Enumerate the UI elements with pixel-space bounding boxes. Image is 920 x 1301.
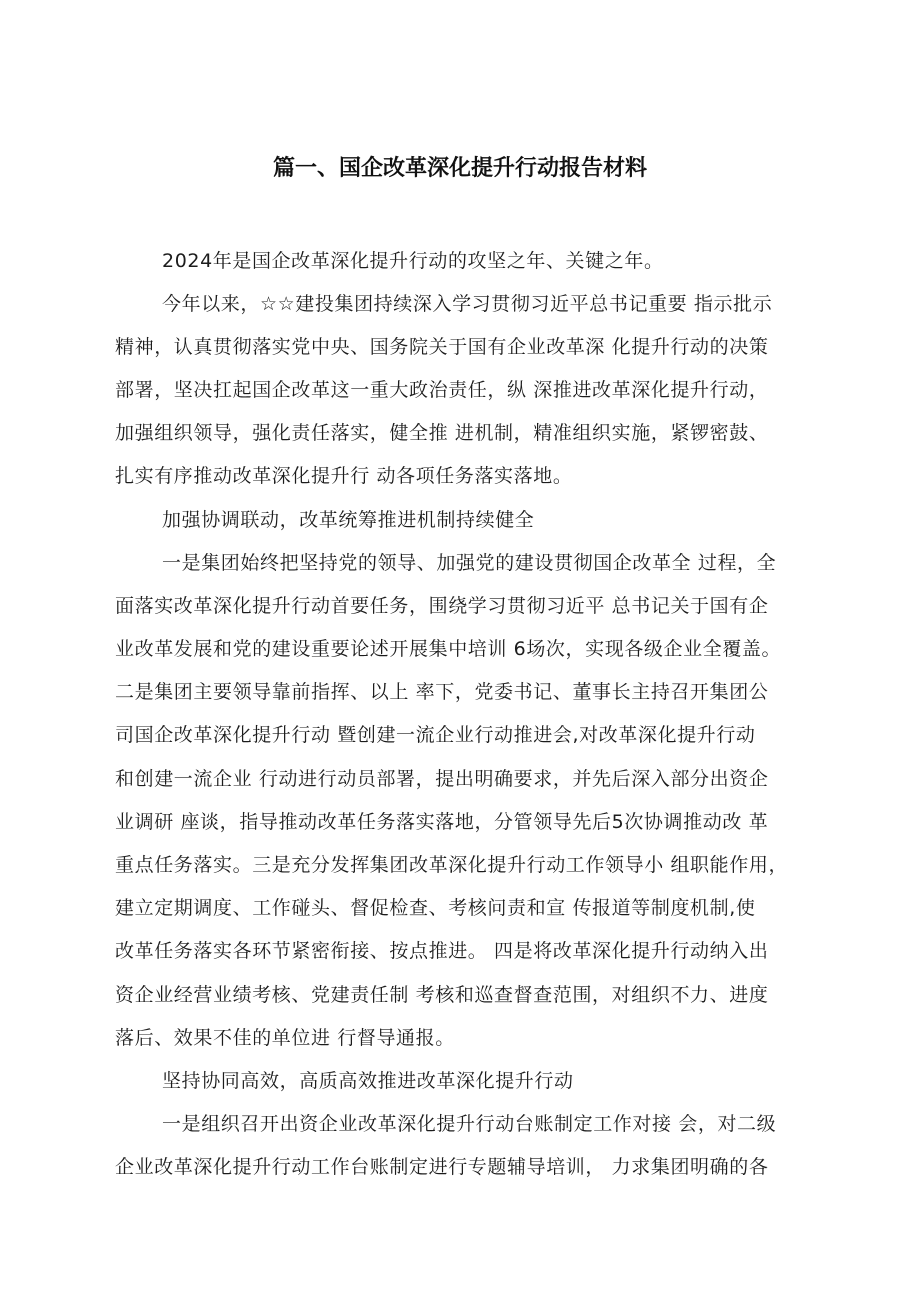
section-heading-line: 坚持协同高效，高质高效推进改革深化提升行动 — [162, 1070, 574, 1092]
section-heading-line: 加强协调联动，改革统筹推进机制持续健全 — [162, 509, 535, 531]
paragraph-line: 和创建一流企业 行动进行动员部署，提出明确要求，并先后深入部分出资企 — [115, 768, 769, 790]
paragraph-line: 加强组织领导，强化责任落实，健全推 进机制，精准组织实施，紧锣密鼓、 — [115, 422, 769, 444]
paragraph-line: 改革任务落实各环节紧密衔接、按点推进。 四是将改革深化提升行动纳入出 — [115, 940, 769, 962]
paragraph-line: 业改革发展和党的建设重要论述开展集中培训 6场次，实现各级企业全覆盖。 — [115, 638, 782, 660]
paragraph-line: 司国企改革深化提升行动 暨创建一流企业行动推进会,对改革深化提升行动 — [115, 724, 756, 746]
paragraph-line: 资企业经营业绩考核、党建责任制 考核和巡查督查范围，对组织不力、进度 — [115, 984, 769, 1006]
paragraph-line: 一是组织召开出资企业改革深化提升行动台账制定工作对接 会，对二级 — [162, 1113, 777, 1135]
paragraph-line: 落后、效果不佳的单位进 行督导通报。 — [115, 1027, 455, 1049]
paragraph-line: 今年以来，☆☆建投集团持续深入学习贯彻习近平总书记重要 指示批示 — [162, 293, 773, 315]
paragraph-line: 重点任务落实。三是充分发挥集团改革深化提升行动工作领导小 组职能作用， — [115, 854, 789, 876]
paragraph-line: 精神，认真贯彻落实党中央、国务院关于国有企业改革深 化提升行动的决策 — [115, 336, 769, 358]
document-title: 篇一、国企改革深化提升行动报告材料 — [272, 156, 647, 181]
paragraph-line: 一是集团始终把坚持党的领导、加强党的建设贯彻国企改革全 过程，全 — [162, 552, 777, 574]
paragraph-line: 业调研 座谈，指导推动改革任务落实落地，分管领导先后5次协调推动改 革 — [115, 811, 769, 833]
paragraph-line: 二是集团主要领导靠前指挥、以上 率下，党委书记、董事长主持召开集团公 — [115, 681, 769, 703]
paragraph-line: 部署，坚决扛起国企改革这一重大政治责任，纵 深推进改革深化提升行动， — [115, 379, 769, 401]
paragraph-line: 2024年是国企改革深化提升行动的攻坚之年、关键之年。 — [162, 250, 664, 272]
paragraph-line: 建立定期调度、工作碰头、督促检查、考核问责和宣 传报道等制度机制,使 — [115, 897, 756, 919]
paragraph-line: 面落实改革深化提升行动首要任务，围绕学习贯彻习近平 总书记关于国有企 — [115, 595, 769, 617]
paragraph-line: 企业改革深化提升行动工作台账制定进行专题辅导培训， 力求集团明确的各 — [115, 1156, 769, 1178]
paragraph-line: 扎实有序推动改革深化提升行 动各项任务落实落地。 — [115, 465, 573, 487]
